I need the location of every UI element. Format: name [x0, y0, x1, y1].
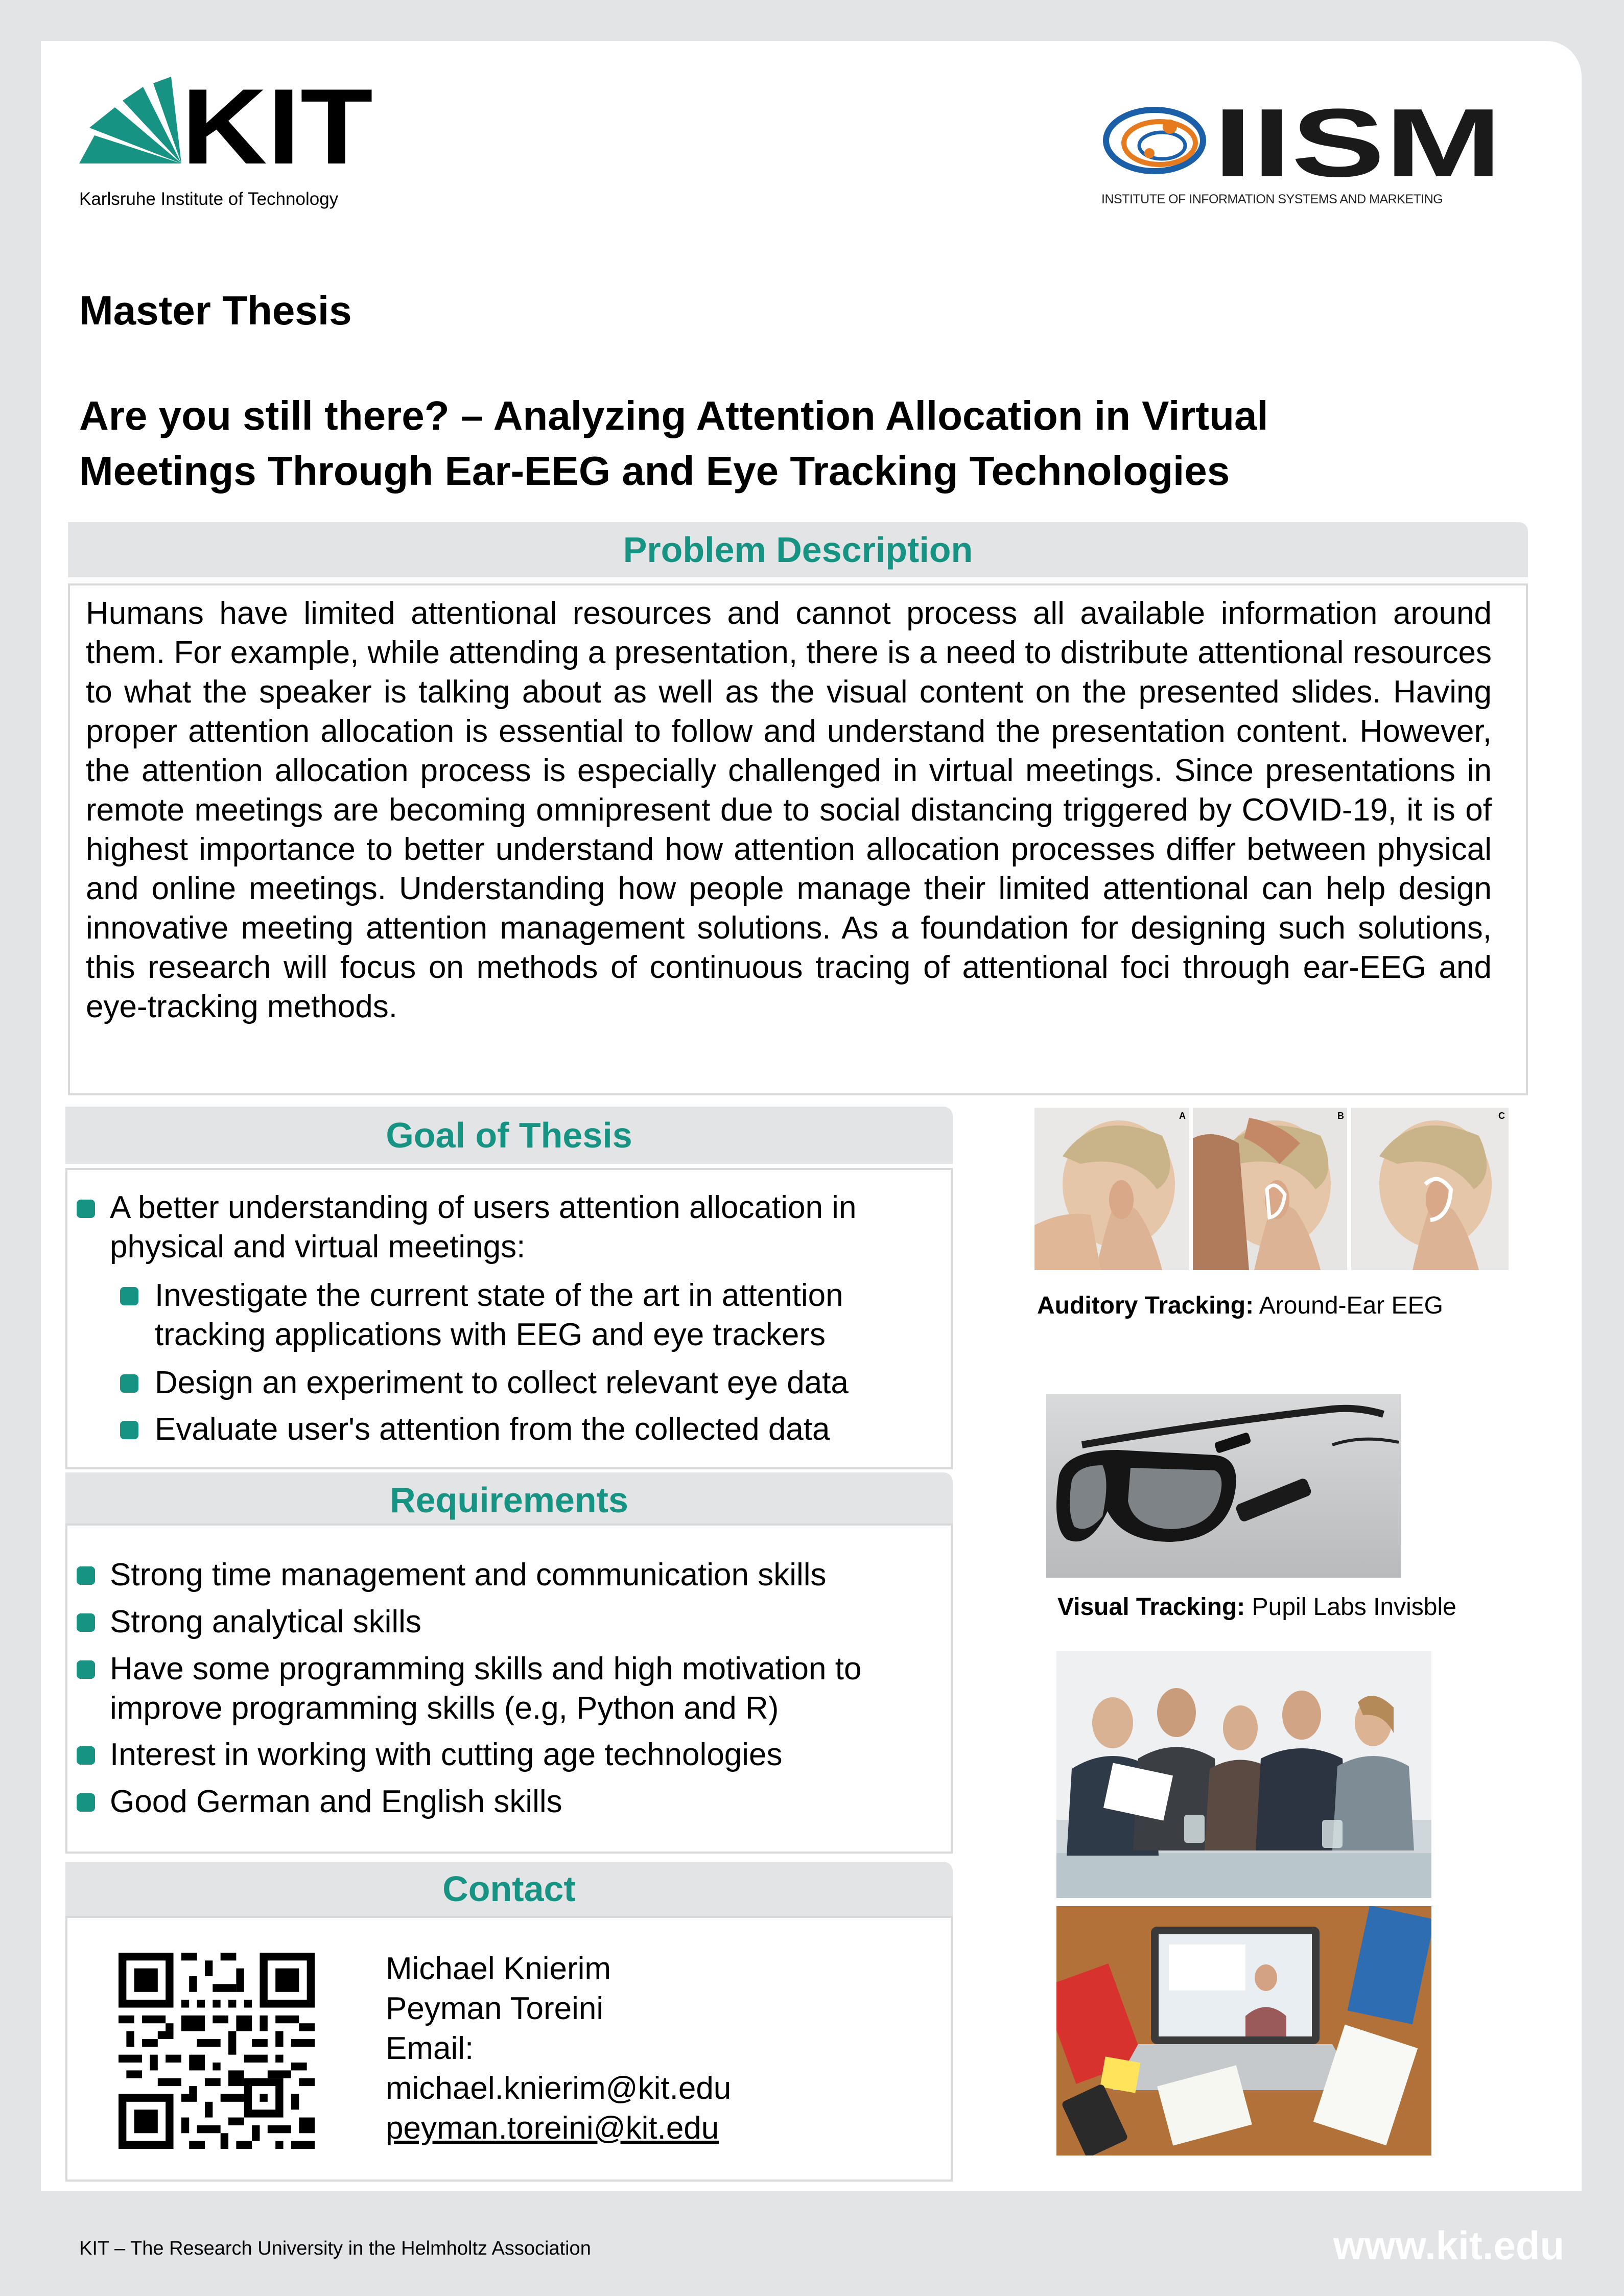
- email-label: Email:: [386, 2031, 474, 2066]
- ear-eeg-panel: [1034, 1108, 1189, 1270]
- eye-tracking-glasses-photo: [1046, 1394, 1401, 1578]
- kit-logo-text: KIT: [181, 74, 373, 186]
- goal-main-item: A better understanding of users attention allocation in physical and virtual meetings:: [110, 1190, 857, 1264]
- iism-subtitle: INSTITUTE OF INFORMATION SYSTEMS AND MARKETING: [1101, 192, 1443, 206]
- bullet-icon: [120, 1374, 138, 1393]
- bullet-icon: [77, 1613, 95, 1632]
- requirement-item: Strong analytical skills: [110, 1604, 421, 1639]
- footer-affiliation: KIT – The Research University in the Helmholtz Association: [79, 2238, 591, 2259]
- requirement-item: Good German and English skills: [110, 1784, 562, 1819]
- contact-heading: Contact: [65, 1862, 953, 1916]
- iism-logo: [1098, 92, 1507, 184]
- iism-swirl-icon: [1106, 110, 1203, 171]
- auditory-caption-text: Around-Ear EEG: [1254, 1292, 1443, 1319]
- thesis-title: [79, 388, 1458, 499]
- goal-sub-item: Evaluate user's attention from the collected data: [155, 1412, 830, 1447]
- meeting-photo: [1056, 1651, 1431, 1898]
- bullet-icon: [77, 1566, 95, 1585]
- goal-sub-item: Design an experiment to collect relevant eye data: [155, 1365, 849, 1400]
- visual-caption-text: Pupil Labs Invisble: [1245, 1594, 1456, 1621]
- email-link[interactable]: peyman.toreini@kit.edu: [386, 2111, 719, 2146]
- footer-website[interactable]: www.kit.edu: [1333, 2223, 1565, 2268]
- requirement-item: Have some programming skills and high motivation to improve programming skills (e.g, Python and R): [110, 1651, 862, 1726]
- requirement-item: Interest in working with cutting age technologies: [110, 1737, 783, 1772]
- bullet-icon: [77, 1660, 95, 1679]
- goal-heading: Goal of Thesis: [65, 1107, 953, 1164]
- bullet-icon: [120, 1421, 138, 1439]
- contact-name: Michael Knierim: [386, 1951, 611, 1986]
- problem-text: Humans have limited attentional resources and cannot process all available information around them. For example, while attending a presentation, there is a need to distribute attentional resources to what the speaker is talking about as well as the visual content on the presented slides. Having proper attention allocation is essential to follow and understand the presentation content. However, the attention allocation process is especially challenged in virtual meetings. Since presentations in remote meetings are becoming omnipresent due to social distancing triggered by COVID-19, it is of highest importance to better understand how attention allocation processes differ between physical and online meetings. Understanding how people manage their limited attentional can help design innovative meeting attention management solutions. As a foundation for designing such solutions, this research will focus on methods of continuous tracing of attentional foci through ear-EEG and eye-tracking methods.: [86, 596, 1492, 1024]
- problem-heading: Problem Description: [68, 522, 1528, 577]
- email-link[interactable]: michael.knierim@kit.edu: [386, 2071, 732, 2106]
- iism-logo-text: IISM: [1213, 92, 1502, 184]
- thesis-title-line1: Are you still there? – Analyzing Attention Allocation in Virtual: [79, 393, 1268, 438]
- contact-name: Peyman Toreini: [386, 1991, 604, 2026]
- virtual-meeting-photo: [1056, 1906, 1431, 2156]
- bullet-icon: [77, 1793, 95, 1812]
- qr-code-icon[interactable]: [119, 1953, 315, 2149]
- bullet-icon: [77, 1200, 95, 1218]
- visual-caption-label: Visual Tracking:: [1057, 1594, 1245, 1621]
- kit-subtitle: Karlsruhe Institute of Technology: [79, 189, 339, 209]
- requirement-item: Strong time management and communication skills: [110, 1557, 827, 1592]
- bullet-icon: [77, 1746, 95, 1765]
- auditory-caption-label: Auditory Tracking:: [1037, 1292, 1254, 1319]
- bullet-icon: [120, 1287, 138, 1305]
- document-type: Master Thesis: [79, 288, 352, 333]
- kit-logo-fan-icon: [79, 77, 181, 163]
- ear-eeg-panel: [1193, 1108, 1347, 1270]
- requirements-heading: Requirements: [65, 1472, 953, 1528]
- goal-sub-item: Investigate the current state of the art in attention tracking applications with EEG and eye trackers: [155, 1278, 843, 1352]
- visual-caption: [1057, 1593, 1456, 1621]
- ear-eeg-panel: [1351, 1108, 1509, 1270]
- panel-label: A: [1179, 1111, 1186, 1121]
- contact-info: [386, 1949, 731, 2148]
- panel-label: B: [1337, 1111, 1344, 1121]
- panel-label: C: [1498, 1111, 1505, 1121]
- auditory-caption: [1037, 1292, 1443, 1320]
- thesis-title-line2: Meetings Through Ear-EEG and Eye Tracking Technologies: [79, 448, 1230, 494]
- ear-eeg-photos: [1034, 1108, 1509, 1270]
